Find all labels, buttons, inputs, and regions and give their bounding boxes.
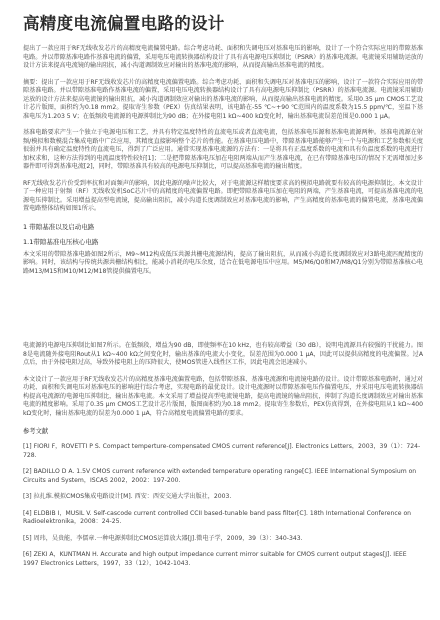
reference-item: [5] 周玮，吴贵能，李儒章.一种电源抑制比CMOS运算放大器[J].微电子学，2009，39（3）：340-343.: [23, 534, 303, 542]
section-heading-1-1: 1.1带隙基准电压核心电路: [23, 237, 99, 246]
section-heading-1: 1 带隙基准以及启动电路: [23, 222, 95, 231]
body-paragraph-3: 本文采用的带隙基准电路如图2所示，M9~M12构成低压共源共栅电流源结构，提高了输出阻抗，从而减小沟道长度调制效应对3路电流匹配精度的影响。同时，该结构与传统共源共栅结构相比，能减小消耗的电压余度，适合在低电源电压中应用。M5/M6/Q0和M7/M8/Q1分别为带隙基准核心电路M13/M15和M10/M12/M18管提供偏置电压。: [23, 250, 423, 275]
intro-paragraph: 提出了一款应用于RF无线收发芯片的高精度电流偏置电路。综合考虑功耗、面积和失调电压对基准电压的影响，设计了一个符合实际应用的带隙基准电路。并以带隙基准电路作基准电流的偏置，采用电压电流转换器结构设计了具有高电源电压抑制比（PSRR）的基准电流源。电流镜采用辅助运放的设计方法来提高电流镜的输出阻抗，减小沟道调制效应对输出的基准电流的影响，从而提高输出基准电流的精度。: [23, 45, 423, 69]
body-paragraph-2: RF无线收发芯片价受到率抗和对面频声的影响，因此电源的噪声比较大，对于电流源这样精度要求高的模拟电路就要有较高的电源抑制比。本文设计了一种应用于射频（RF）无线收发机SoC芯片中的高精度的电流偏置电路。即把带隙基准电压加在电阻的两端，产生基准电流，可提高基准电流的电源电压抑制比。采用增益提高型电流镜，提高输出阻抗，减小沟道长度调制效应对基准电流的影响，产生高精度的基准电流的偏置电流，基准电流偏置电路整体结构如图1所示。: [23, 179, 423, 212]
article-body: [23, 45, 423, 576]
reference-item: [6] ZEKI A，KUNTMAN H. Accurate and high output impedance current mirror suitable for CMOS current output stages[J]. IEEE 1997 Electronics Letters，1997，33（12），1042-1043.: [23, 551, 407, 567]
reference-item: [4] ELDBIB I，MUSIL V. Self-cascode current controlled CCII based-tunable band pass filter[C]. 18th International Conference on Radioelektronika，2008：24-25.: [23, 509, 412, 525]
page-title: 高精度电流偏置电路的设计: [23, 14, 225, 33]
abstract-paragraph: 摘要：提出了一款应用于RF无线收发芯片的高精度电流偏置电路。综合考虑功耗、面积和失调电压对基准电压的影响，设计了一款符合实际应用的带隙基准电路。并以带隙基准电路作基准电流的偏置，采用电压电流转换器结构设计了具有高电源电压抑制比（PSRR）的基准电流源。电流镜采用辅助运放的设计方法来提高电流镜的输出阻抗，减小沟道调制效应对输出的基准电流的影响，从而提高输出基准电流的精度。采用0.35 μm CMOS工艺设计芯片版图，面积约为0.18 mm2。提取寄生参数（PEX）仿真结果表明，该电路在-55 ℃~+90 ℃范围内的温度系数为15.5 ppm/℃，室温下基准电压为1.203 5 V；在低频段电流源的电源抑制比为90 dB；在外接电阻1 kΩ~400 kΩ变化时，输出基准电流误差范围是0.000 1 μA。: [23, 78, 423, 120]
reference-item: [1] FIORI F，ROVETTI P S. Compact temperture-compensated CMOS current reference[J]. Electronics Letters，2003，39（1）：724-728.: [23, 443, 421, 459]
figure-gap: [23, 284, 423, 342]
reference-item: [2] BADILLO D A. 1.5V CMOS current reference with extended temperature operating range[C]. IEEE International Symposium on Circuits and System，ISCAS 2002，2002：197-200.: [23, 468, 417, 484]
body-paragraph-1: 基准电路要求产生一个独立于电源电压和工艺，并具有特定温度特性的直流电压或者直流电流，包括基准电压源和基准电流源两种。基准电流源在射频/模拟和数模混合集成电路中广泛应用，其精度直接影响整个芯片的性能。在基准电压电路中，带隙基准电路能够产生一个与电源和工艺参数相关度很弱并具有确定温度特性的直流电压，得到了广泛应用。通常实现基准电流源的方法有：一是将具有正温度系数的电流和具有负温度系数的电流进行加权求和，这种方法得到的电流温度特性较好[1]；二是把带隙基准电压加在电阻两端从而产生基准电流，在已有带隙基准电压的情况下无需增加过多器件即可得到基准电流[2]，同时，带隙基准具有较高的电源电压抑制比，可以提高基准电流的输出精度。: [23, 129, 423, 170]
body-paragraph-4: 电流源的电源电压抑制比如图7所示。在低频段，增益为90 dB，即使频率在10 kHz，也有较高增益（30 dB），说明电流源具有较强的干扰能力。图8是电流随外接电阻Rout从1 kΩ~400 kΩ之间变化时，输出基准的电流大小变化，误差范围为0.000 1 μA，因此可以提供高精度的电流偏置。过A点后，由于外接电阻过高，导致外接电阻上的压降很大，使MOS管进入线性区工作，因此电流会迅速减小。: [23, 342, 423, 366]
reference-item: [3] 拉扎维.模拟CMOS集成电路设计[M]. 西安：西安交通大学出版社，2003.: [23, 493, 232, 500]
references-heading: 参考文献: [23, 428, 49, 435]
body-paragraph-5: 本文设计了一款应用于RF无线收发芯片的高精度基准电流偏置电路，包括带隙基准、基准电流源和电流镜电路的设计。设计带隙基准电路时，通过对功耗、面积和失调电压对基准电压的影响进行综合考虑，实现电路的最优设计。设计电流源时以带隙基准电压作偏置电压，并采用电压电流转换器结构提高电流源的电源电压抑制比，输出基准电流。本文采用了增益提高型电流镜电路，提高电流镜的输出阻抗，抑制了沟道长度调制效应对输出基准电流的精度影响。采用了0.35 μm CMOS工艺设计芯片版图，版图面积约为0.18 mm2。提取寄生参数后，PEX仿真得到，在外接电阻从1 kΩ~400 kΩ变化时，输出基准电流的误差为0.000 1 μA，符合高精度电流偏置电路的要求。: [23, 375, 423, 417]
references-list: [23, 443, 423, 568]
